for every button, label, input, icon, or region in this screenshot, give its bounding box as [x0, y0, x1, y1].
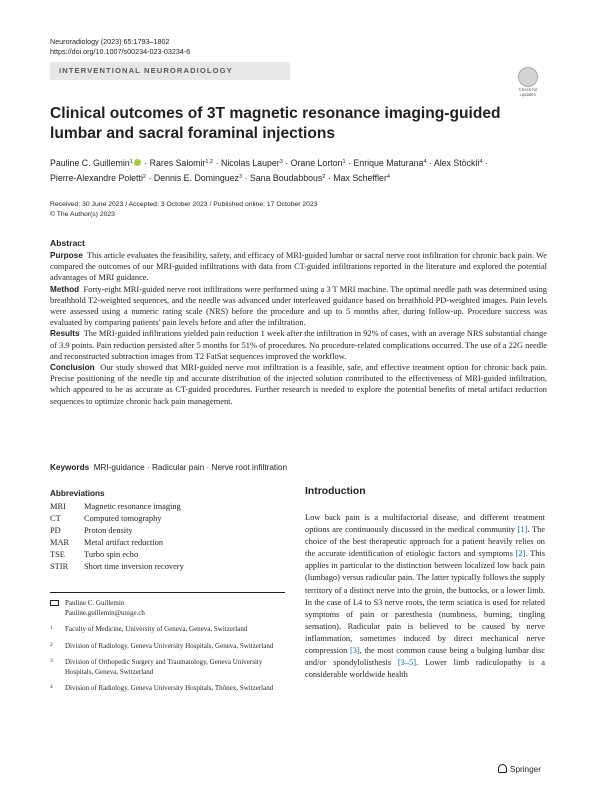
check-updates-label: Check for updates	[518, 87, 538, 97]
affiliation-text: Division of Orthopedic Surgery and Traumatology, Geneva University Hospitals, Geneva, Switzerland	[65, 658, 263, 676]
journal-header	[50, 37, 190, 57]
abstract-body	[50, 250, 547, 407]
abbreviation-row	[50, 537, 184, 549]
envelope-icon	[50, 600, 59, 606]
affiliation-item	[50, 642, 285, 652]
publication-dates	[50, 200, 318, 220]
abstract-heading: Abstract	[50, 238, 85, 248]
section-banner	[50, 62, 290, 80]
affiliation-marker: 3	[238, 174, 243, 180]
affiliation-item	[50, 684, 285, 694]
affiliations	[50, 625, 285, 694]
abbreviation-key: STIR	[50, 562, 69, 571]
doi-link[interactable]: https://doi.org/10.1007/s00234-023-03234-6	[50, 47, 191, 56]
affiliation-text: Division of Radiology, Geneva University Hospitals, Geneva, Switzerland	[65, 641, 274, 650]
author-name[interactable]: Sana Boudabbous	[249, 173, 323, 183]
history-dates: Received: 30 June 2023 / Accepted: 3 October 2023 / Published online: 17 October 2023	[50, 201, 318, 208]
introduction-heading: Introduction	[305, 486, 366, 497]
keywords	[50, 463, 287, 472]
abbreviation-key: CT	[50, 514, 61, 523]
affiliation-number: 3	[50, 658, 53, 664]
intro-text-4: , the most common cause being a bulging lumbar disc and/or spondylolisthesis	[305, 646, 545, 668]
article-title: Clinical outcomes of 3T magnetic resonance imaging-guided lumbar and sacral foraminal injections	[50, 105, 501, 142]
affiliation-marker: 4	[423, 159, 427, 165]
abbreviation-value: Proton density	[84, 526, 133, 535]
author-name[interactable]: Alex Stöckli	[433, 158, 480, 168]
abstract-results	[50, 328, 547, 362]
abbreviations-heading: Abbreviations	[50, 489, 105, 498]
affiliation-number: 4	[50, 684, 53, 690]
abbreviation-key: MAR	[50, 538, 70, 547]
abbreviation-row	[50, 525, 184, 537]
affiliation-marker: 2	[322, 174, 326, 180]
abbreviation-value: Turbo spin echo	[84, 550, 139, 559]
abbreviation-value: Magnetic resonance imaging	[84, 502, 181, 511]
publisher-name: Springer	[510, 765, 541, 774]
banner-label: INTERVENTIONAL NEURORADIOLOGY	[59, 66, 233, 75]
method-text: Forty-eight MRI-guided nerve root infiltrations were performed using a 3 T MRI machine. The optimal needle path was determined using breathhold T2-weighted sequences, and the needle was advanced under interleaved guidance based on breathhold PD-weighted images. Pain levels were assessed using a numeric rating scale (NRS) before the procedure and up to 5 months after, during follow-up. Procedure success was evaluated by comparing patients' pain levels before and after the infiltration.	[50, 284, 547, 328]
abbreviation-row	[50, 561, 184, 573]
author-name[interactable]: Pierre-Alexandre Poletti	[50, 173, 143, 183]
abbreviation-key: MRI	[50, 502, 66, 511]
author-list	[50, 155, 550, 185]
citation-link[interactable]: [1]	[517, 525, 528, 535]
introduction-body	[305, 512, 545, 681]
author-name[interactable]: Orane Lorton	[290, 158, 343, 168]
affiliation-marker: 4	[386, 174, 390, 180]
abstract-conclusion	[50, 362, 547, 407]
author-name[interactable]: Dennis E. Dominguez	[153, 173, 239, 183]
affiliation-marker: 2	[142, 174, 147, 180]
keywords-text: MRI-guidance · Radicular pain · Nerve root infiltration	[93, 463, 288, 472]
intro-text-1: Low back pain is a multifactorial disease, and different treatment options are continuously discussed in the medical community	[305, 513, 545, 535]
affiliation-number: 1	[50, 625, 53, 631]
affiliation-item	[50, 658, 285, 677]
correspondence-block	[50, 592, 285, 694]
citation-link[interactable]: [2]	[515, 549, 526, 559]
author-name[interactable]: Pauline C. Guillemin	[50, 158, 130, 168]
affiliation-marker: 4	[479, 159, 483, 165]
method-label: Method	[50, 284, 80, 294]
affiliation-marker: 1	[342, 159, 346, 165]
conclusion-label: Conclusion	[50, 363, 95, 373]
author-name[interactable]: Nicolas Lauper	[221, 158, 280, 168]
abbreviation-value: Short time inversion recovery	[84, 562, 184, 571]
publisher-logo	[498, 764, 541, 774]
correspondence-email[interactable]: Pauline.guillemin@unige.ch	[65, 608, 145, 617]
citation-link[interactable]: [3]	[349, 646, 360, 656]
intro-text-3: . This applies in particular to the distinction between localized low back pain (lumbago) versus radicular pain. The latter typically follows the supply territory of a distinct nerve into the groin, the buttocks, or a lower limb. In the case of L4 to S3 nerve roots, the term sciatica is used for related symptoms of pain or paresthesia (numbness, burning, tingling sensation). Radicular pain is believed to be caused by nerve inflammation, sometimes induced by direct mechanical nerve compression	[305, 549, 545, 656]
correspondence-name: Pauline C. Guillemin	[65, 599, 125, 607]
correspondence-author	[50, 599, 285, 618]
conclusion-text: Our study showed that MRI-guided nerve root infiltration is a feasible, safe, and effective treatment option for chronic back pain. Precise positioning of the needle tip and accurate distribution of the injected solution contributed to the effectiveness of MRI-guided infiltration, which appeared to be as accurate as CT-guided procedures. Further research is needed to explore the potential benefits of metal artifact reduction sequences to optimize chronic back pain management.	[50, 363, 547, 406]
affiliation-number: 2	[50, 641, 53, 648]
affiliation-marker: 3	[279, 159, 283, 165]
copyright: © The Author(s) 2023	[50, 211, 115, 218]
check-for-updates-badge[interactable]	[512, 67, 544, 97]
intro-text-5: . Lower limb radiculopathy is a considerable worldwide health	[305, 658, 545, 680]
affiliation-item	[50, 625, 285, 635]
keywords-label: Keywords	[50, 463, 90, 472]
bookmark-icon	[518, 67, 538, 87]
affiliation-text: Division of Radiology, Geneva University Hospitals, Thônex, Switzerland	[65, 684, 274, 692]
purpose-text: This article evaluates the feasibility, safety, and efficacy of MRI-guided lumbar or sacral nerve root infiltration for chronic back pain. We compared the outcomes of our MRI-guided infiltrations with data from CT-guided infiltrations reported in the literature and explored the potential advantages of MRI guidance.	[50, 251, 547, 283]
journal-citation: Neuroradiology (2023) 65:1793–1802	[50, 37, 170, 46]
abbreviation-key: PD	[50, 526, 61, 535]
abstract-purpose	[50, 250, 547, 284]
abbreviations-list	[50, 501, 184, 573]
abbreviation-value: Metal artifact reduction	[84, 538, 164, 547]
author-name[interactable]: Rares Salomir	[149, 158, 206, 168]
springer-horse-icon	[498, 764, 507, 773]
author-name[interactable]: Max Scheffler	[333, 173, 387, 183]
abbreviation-key: TSE	[50, 550, 65, 559]
abbreviation-row	[50, 549, 184, 561]
affiliation-marker: 1	[129, 159, 133, 165]
abstract-method	[50, 284, 547, 329]
purpose-label: Purpose	[50, 251, 83, 260]
author-line-1: Pauline C. Guillemin$^1$ · Rares Salomir$^{1,2}$ · Nicolas Lauper$^3$ · Orane Lorton$^1$ · Enrique Maturana$^4$ · Alex Stöckli$^4$ ·	[50, 158, 488, 168]
author-line-2: Pierre-Alexandre Poletti$^2$ · Dennis E. Dominguez$^3$ · Sana Boudabbous$^2$ · Max Scheffler$^4$	[50, 173, 390, 183]
affiliation-text: Faculty of Medicine, University of Geneva, Geneva, Switzerland	[65, 625, 248, 633]
abbreviation-value: Computed tomography	[84, 514, 162, 523]
abbreviation-row	[50, 501, 184, 513]
author-name[interactable]: Enrique Maturana	[353, 158, 424, 168]
abbreviation-row	[50, 513, 184, 525]
results-label: Results	[50, 329, 80, 339]
affiliation-marker: 1,2	[205, 159, 214, 165]
orcid-icon[interactable]	[134, 159, 141, 166]
intro-text-2: . The choice of the best therapeutic approach for a patient heavily relies on the accurate identification of etiologic factors and symptoms	[305, 525, 545, 559]
citation-link[interactable]: [3–5]	[397, 658, 416, 668]
results-text: The MRI-guided infiltrations yielded pain reduction 1 week after the infiltration in 92% of cases, with an average NRS substantial change of 3.9 points. Pain reduction persisted after 5 months for 51% of procedures. No procedure-related complications occurred. The use of a 22G needle and reconstructed subtraction images from T2 FatSat sequences improved the workflow.	[50, 329, 547, 361]
